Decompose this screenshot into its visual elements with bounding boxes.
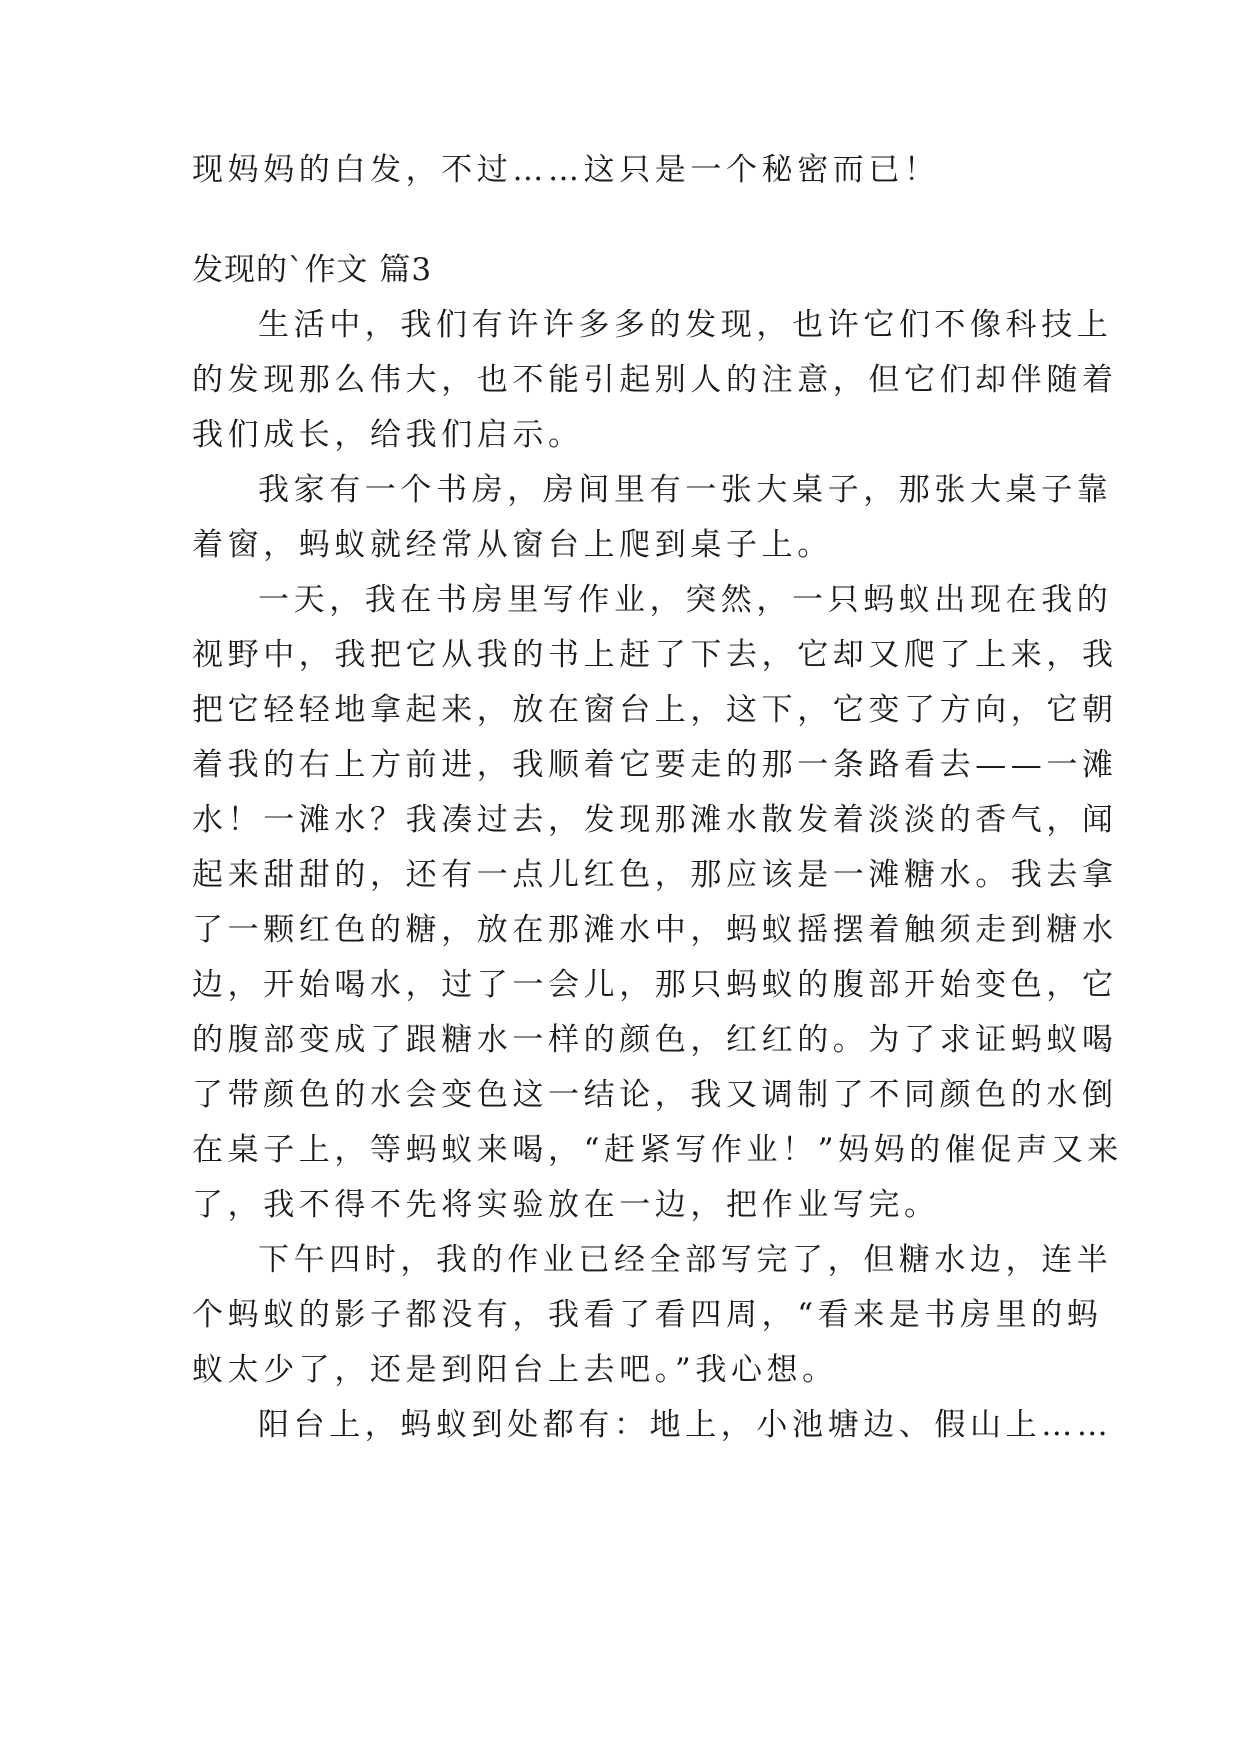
paragraph-line: 蚁太少了，还是到阳台上去吧。”我心想。 — [192, 1352, 838, 1388]
paragraph-line: 我家有一个书房，房间里有一张大桌子，那张大桌子靠 — [258, 472, 1113, 508]
paragraph-line: 的发现那么伟大，也不能引起别人的注意，但它们却伴随着 — [192, 362, 1118, 398]
paragraph-line: 的腹部变成了跟糖水一样的颜色，红红的。为了求证蚂蚁喝 — [192, 1022, 1118, 1058]
paragraph-line: 下午四时，我的作业已经全部写完了，但糖水边，连半 — [258, 1242, 1113, 1278]
paragraph-line: 了，我不得不先将实验放在一边，把作业写完。 — [192, 1187, 940, 1223]
section-heading: 发现的`作文 篇3 — [192, 252, 433, 288]
paragraph-line: 把它轻轻地拿起来，放在窗台上，这下，它变了方向，它朝 — [192, 692, 1118, 728]
paragraph-line: 边，开始喝水，过了一会儿，那只蚂蚁的腹部开始变色，它 — [192, 967, 1118, 1003]
paragraph-line: 了一颗红色的糖，放在那滩水中，蚂蚁摇摆着触须走到糖水 — [192, 912, 1118, 948]
text-line: 现妈妈的白发，不过……这只是一个秘密而已！ — [192, 152, 940, 188]
paragraph-line: 起来甜甜的，还有一点儿红色，那应该是一滩糖水。我去拿 — [192, 857, 1118, 893]
paragraph-line: 我们成长，给我们启示。 — [192, 417, 584, 453]
paragraph-line: 个蚂蚁的影子都没有，我看了看四周，“看来是书房里的蚂 — [192, 1297, 1103, 1333]
paragraph-line: 一天，我在书房里写作业，突然，一只蚂蚁出现在我的 — [258, 582, 1113, 618]
paragraph-line: 阳台上，蚂蚁到处都有：地上，小池塘边、假山上…… — [258, 1407, 1113, 1443]
paragraph-line: 视野中，我把它从我的书上赶了下去，它却又爬了上来，我 — [192, 637, 1118, 673]
paragraph-line: 着窗，蚂蚁就经常从窗台上爬到桌子上。 — [192, 527, 833, 563]
paragraph-line: 着我的右上方前进，我顺着它要走的那一条路看去——一滩 — [192, 747, 1118, 783]
paragraph-line: 在桌子上，等蚂蚁来喝，“赶紧写作业！”妈妈的催促声又来 — [192, 1132, 1123, 1168]
paragraph-line: 了带颜色的水会变色这一结论，我又调制了不同颜色的水倒 — [192, 1077, 1118, 1113]
paragraph-line: 生活中，我们有许许多多的发现，也许它们不像科技上 — [258, 307, 1113, 343]
paragraph-line: 水！一滩水？我凑过去，发现那滩水散发着淡淡的香气，闻 — [192, 802, 1118, 838]
